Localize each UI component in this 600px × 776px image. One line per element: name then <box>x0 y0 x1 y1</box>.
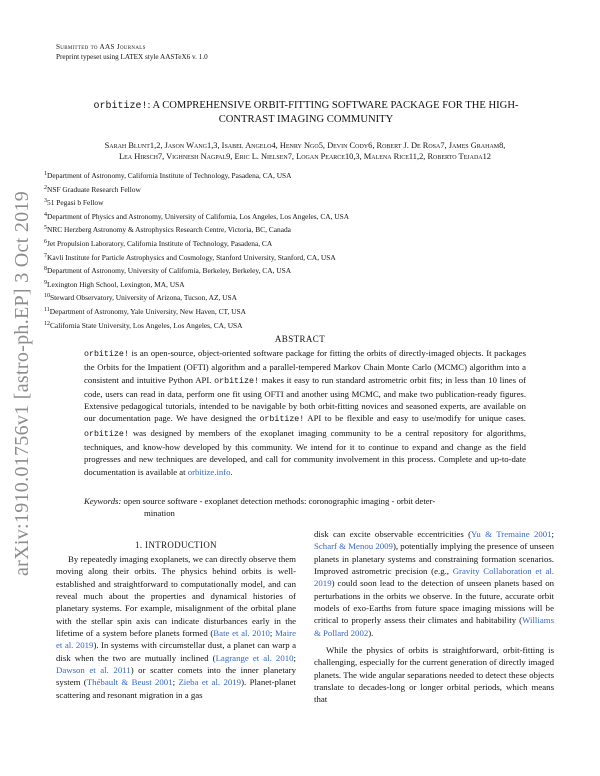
affiliation-text: Department of Astronomy, California Institute of Technology, Pasadena, CA, USA <box>47 171 292 180</box>
affiliation-number: 10 <box>44 293 50 300</box>
code-name: orbitize! <box>259 415 305 425</box>
abstract-text: is an open-source, object-oriented software package for fitting the orbits of directly-imaged objects. It packages the Orbits for the Impatient (OFTI) algorithm and a parallel-tempered Markov Chain Monte Carlo (MCMC) algorithm into a consistent and intuitive Python API. <box>84 348 526 385</box>
affiliation-item <box>44 169 564 183</box>
section-heading: 1. INTRODUCTION <box>135 540 217 550</box>
affiliation-number: 7 <box>44 252 47 259</box>
citation-link[interactable]: Williams & Pollard 2002 <box>314 615 554 638</box>
body-text: ). <box>368 627 374 638</box>
intro-paragraph-1-continued <box>314 528 554 639</box>
keywords <box>84 495 526 520</box>
title-code-name: orbitize! <box>93 101 148 112</box>
abstract-end: . <box>230 466 233 477</box>
abstract-body <box>84 347 526 478</box>
typeset-note: Preprint typeset using LATEX style AASTeX6 v. 1.0 <box>56 53 208 61</box>
citation-link[interactable]: Maire et al. 2019 <box>56 628 296 651</box>
affiliation-number: 3 <box>44 198 47 205</box>
intro-paragraph-2: While the physics of orbits is straightforward, orbit-fitting is challenging, especially for the current generation of directly imaged planets. The wide angular separations needed to detect these objects translate to decades-long or longer orbital periods, which means that <box>314 645 554 705</box>
affiliation-item <box>44 251 564 265</box>
affiliation-number: 1 <box>44 171 47 177</box>
keywords-label: Keywords: <box>84 496 122 506</box>
code-name: orbitize! <box>84 429 129 439</box>
affiliation-text: Department of Physics and Astronomy, University of California, Los Angeles, Los Angeles, CA, USA <box>47 211 350 221</box>
code-name: orbitize! <box>214 376 259 386</box>
body-text: ). In systems with circumstellar dust, a planet can warp a disk when the two are mutually inclined ( <box>56 640 296 663</box>
abstract-text: API to be flexible and easy to use/modify for unique cases. <box>304 413 526 424</box>
author-list <box>56 140 554 162</box>
body-text: ). Planet-planet scattering and resonant migration in a gas <box>56 677 296 700</box>
citation-link[interactable]: Zieba et al. 2019 <box>178 677 242 688</box>
affiliation-list <box>44 169 564 332</box>
affiliation-number: 12 <box>44 320 50 327</box>
submission-note: Submitted to AAS Journals <box>56 43 146 51</box>
paper-title <box>70 99 542 126</box>
affiliation-item <box>44 237 564 251</box>
affiliation-number: 6 <box>44 238 47 245</box>
affiliation-text: California State University, Los Angeles, Los Angeles, CA, USA <box>50 320 243 330</box>
author-line-1: Sarah Blunt1,2, Jason Wang1,3, Isabel Angelo4, Henry Ngo5, Devin Cody6, Robert J. De Rosa7, James Graham8, <box>104 141 506 150</box>
column-left <box>56 553 296 701</box>
citation-link[interactable]: Bate et al. 2010 <box>213 628 270 639</box>
affiliation-text: 51 Pegasi b Fellow <box>47 198 104 208</box>
citation-link[interactable]: Gravity Collaboration et al. 2019 <box>314 566 554 589</box>
preprint-header <box>56 42 208 62</box>
affiliation-text: NRC Herzberg Astronomy & Astrophysics Research Centre, Victoria, BC, Canada <box>47 225 291 235</box>
affiliation-number: 9 <box>44 279 47 286</box>
affiliation-item <box>44 223 564 237</box>
column-right <box>314 528 554 706</box>
affiliation-text: Kavli Institute for Particle Astrophysics and Cosmology, Stanford University, Stanford, CA, USA <box>47 252 336 262</box>
abstract-heading: ABSTRACT <box>274 334 326 344</box>
keywords-continuation: mination <box>144 508 175 519</box>
body-text: By repeatedly imaging exoplanets, we can directly observe them moving along their orbits. The physics behind orbits is well-established and straightforward to computationally model, and can reveal much about the properties and dynamical histories of planetary systems. For example, misalignment of the orbital plane with the stellar spin axis can indicate disturbances early in the lifetime of a system before planets formed ( <box>56 554 296 639</box>
affiliation-item <box>44 196 564 210</box>
affiliation-text: Department of Astronomy, University of California, Berkeley, Berkeley, CA, USA <box>47 266 292 276</box>
citation-link[interactable]: Lagrange et al. 2010 <box>215 652 294 663</box>
affiliation-number: 5 <box>44 225 47 232</box>
intro-paragraph-1 <box>56 553 296 701</box>
abstract-text: was designed by members of the exoplanet imaging community to be a central repository for algorithms, techniques, and know-how developed by this community. We intend for it to continue to expand and change as the field progresses and new techniques are developed, and call for community involvement in this process. Complete and up-to-date documentation is available at <box>84 427 526 477</box>
affiliation-number: 8 <box>44 266 47 273</box>
body-text: ), potentially implying the presence of unseen planets in planetary systems and constraining formation scenarios. Improved astrometric precision (e.g., <box>314 541 554 577</box>
affiliation-number: 2 <box>44 184 47 191</box>
author-line-2: Lea Hirsch7, Vighnesh Nagpal9, Eric L. Nielsen7, Logan Pearce10,3, Malena Rice11,2, Roberto Tejada12 <box>118 152 491 161</box>
citation-link[interactable]: Yu & Tremaine 2001 <box>471 529 552 539</box>
code-name: orbitize! <box>84 350 129 359</box>
citation-link[interactable]: Thébault & Beust 2001 <box>86 677 173 688</box>
affiliation-text: Jet Propulsion Laboratory, California Institute of Technology, Pasadena, CA <box>47 238 273 248</box>
body-text: ) could soon lead to the detection of unseen planets based on perturbations in the orbits we observe. In the future, accurate orbit models of exo-Earths from future space imaging missions will be critical to properly assess their climates and habitability ( <box>314 578 554 626</box>
body-text: ; <box>172 677 179 688</box>
affiliation-item <box>44 319 564 333</box>
abstract-text: makes it easy to run standard astrometric orbit fits; in less than 10 lines of code, users can read in data, perform one fit using OFTI and another using MCMC, and make two publication-ready figures. Extensive pedagogical tutorials, intended to be navigable by both orbit-fitting novices and seasoned experts, are available on our documentation page. We have designed the <box>84 374 526 424</box>
affiliation-item <box>44 210 564 224</box>
affiliation-number: 4 <box>44 211 47 218</box>
affiliation-item <box>44 278 564 292</box>
keywords-text: open source software - exoplanet detection methods: coronographic imaging - orbit deter- <box>121 496 436 506</box>
body-text: ; <box>293 652 296 663</box>
affiliation-text: Lexington High School, Lexington, MA, USA <box>47 279 185 289</box>
arxiv-watermark <box>2 190 42 576</box>
affiliation-item <box>44 183 564 197</box>
affiliation-number: 11 <box>44 306 50 313</box>
body-text: disk can excite observable eccentricities ( <box>314 529 472 539</box>
body-text: ; <box>269 628 275 639</box>
citation-link[interactable]: Scharf & Menou 2009 <box>314 541 393 552</box>
body-text: ) or scatter comets into the inner planetary system ( <box>56 665 296 688</box>
body-text: ; <box>551 529 554 539</box>
arxiv-id: arXiv:1910.01756v1 [astro-ph.EP] 3 Oct 2019 <box>11 190 33 576</box>
documentation-link[interactable]: orbitize.info <box>187 466 231 477</box>
affiliation-text: NSF Graduate Research Fellow <box>47 184 141 194</box>
affiliation-item <box>44 264 564 278</box>
affiliation-text: Steward Observatory, University of Arizona, Tucson, AZ, USA <box>50 293 237 303</box>
affiliation-item <box>44 305 564 319</box>
title-rest: : A COMPREHENSIVE ORBIT-FITTING SOFTWARE PACKAGE FOR THE HIGH-CONTRAST IMAGING COMMUNITY <box>147 100 519 125</box>
affiliation-text: Department of Astronomy, Yale University, New Haven, CT, USA <box>49 306 246 316</box>
citation-link[interactable]: Dawson et al. 2011 <box>56 665 131 676</box>
affiliation-item <box>44 291 564 305</box>
